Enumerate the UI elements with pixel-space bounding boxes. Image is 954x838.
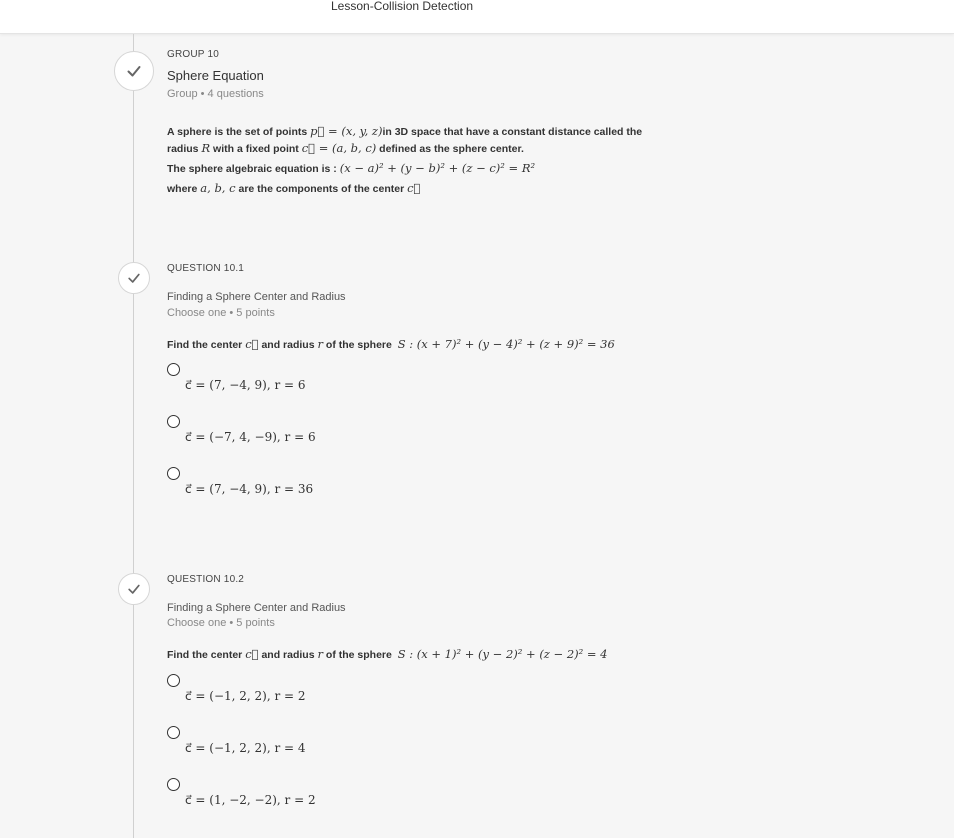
check-icon (127, 271, 141, 285)
description-line-4: where a, b, c are the components of the center c⃗ (167, 181, 421, 195)
option-radio[interactable] (167, 726, 180, 739)
option-radio[interactable] (167, 363, 180, 376)
question-meta: Choose one • 5 points (167, 307, 275, 319)
question-complete-check (118, 573, 150, 605)
description-line-1: A sphere is the set of points p⃗ = (x, y, z)in 3D space that have a constant distance called the (167, 124, 643, 138)
top-bar (0, 0, 954, 34)
question-label: QUESTION 10.2 (167, 574, 245, 585)
question-title: Finding a Sphere Center and Radius (167, 291, 346, 303)
option-label[interactable]: c⃗ = (−1, 2, 2), r = 2 (185, 689, 306, 703)
group-title: Sphere Equation (167, 68, 264, 83)
group-meta: Group • 4 questions (167, 88, 264, 100)
question-prompt: Find the center c⃗ and radius r of the sphere S : (x + 7)² + (y − 4)² + (z + 9)² = 36 (167, 337, 615, 351)
option-label[interactable]: c⃗ = (7, −4, 9), r = 6 (185, 378, 306, 392)
check-icon (126, 63, 142, 79)
check-icon (127, 582, 141, 596)
option-label[interactable]: c⃗ = (7, −4, 9), r = 36 (185, 482, 314, 496)
option-label[interactable]: c⃗ = (1, −2, −2), r = 2 (185, 793, 316, 807)
timeline-line (133, 34, 134, 838)
lesson-title: Lesson-Collision Detection (331, 0, 474, 13)
option-label[interactable]: c⃗ = (−1, 2, 2), r = 4 (185, 741, 306, 755)
group-label: GROUP 10 (167, 49, 219, 60)
question-complete-check (118, 262, 150, 294)
option-label[interactable]: c⃗ = (−7, 4, −9), r = 6 (185, 430, 316, 444)
description-line-3: The sphere algebraic equation is : (x − a)² + (y − b)² + (z − c)² = R² (167, 161, 536, 175)
question-meta: Choose one • 5 points (167, 617, 275, 629)
question-title: Finding a Sphere Center and Radius (167, 602, 346, 614)
question-prompt: Find the center c⃗ and radius r of the sphere S : (x + 1)² + (y − 2)² + (z − 2)² = 4 (167, 647, 608, 661)
group-description (167, 123, 687, 197)
group-complete-check (114, 51, 154, 91)
question-label: QUESTION 10.1 (167, 263, 245, 274)
option-radio[interactable] (167, 415, 180, 428)
option-radio[interactable] (167, 674, 180, 687)
option-radio[interactable] (167, 778, 180, 791)
description-line-2: radius R with a fixed point c⃗ = (a, b, c) defined as the sphere center. (167, 141, 524, 155)
option-radio[interactable] (167, 467, 180, 480)
